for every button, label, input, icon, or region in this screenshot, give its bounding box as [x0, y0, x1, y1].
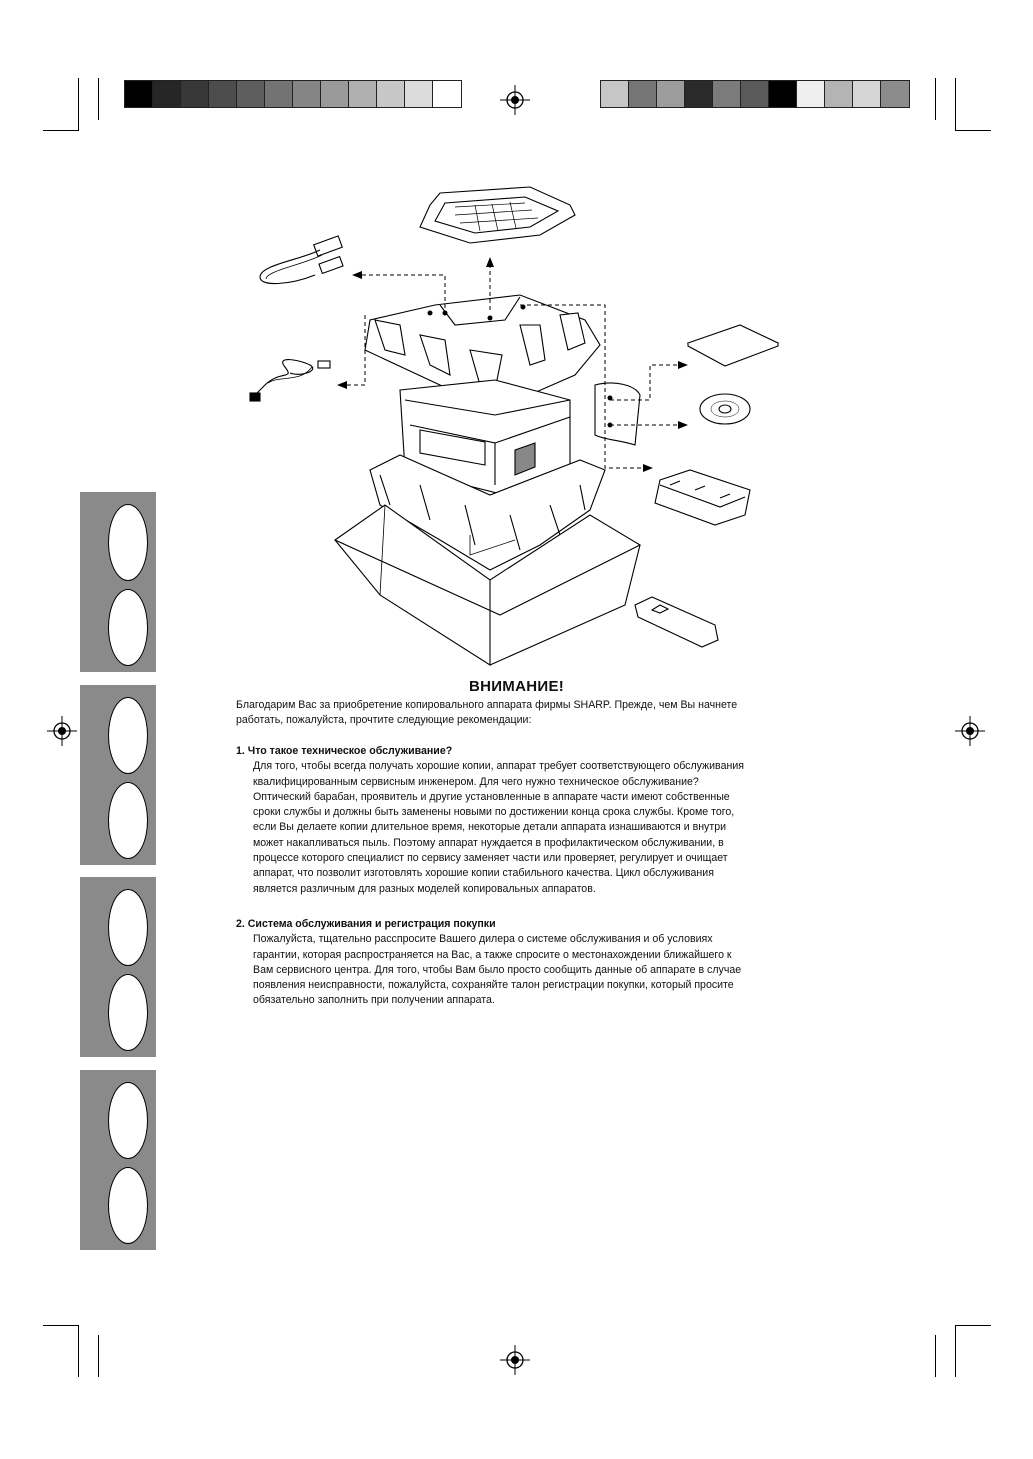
language-tab-1 — [80, 492, 156, 672]
operation-manual-icon — [688, 325, 778, 366]
intro-line: Благодарим Вас за приобретение копировального аппарата фирмы SHARP. Прежде, чем Вы начнете — [236, 699, 738, 711]
unpacking-illustration — [240, 185, 800, 680]
notice-intro — [236, 698, 737, 729]
section-heading: 2. Система обслуживания и регистрация покупки — [236, 918, 496, 930]
section-heading: 1. Что такое техническое обслуживание? — [236, 745, 453, 757]
language-tab-3 — [80, 877, 156, 1057]
interface-cable-icon — [260, 236, 343, 284]
power-cord-icon — [250, 360, 330, 401]
section-line: является различным для разных моделей копировальных аппаратов. — [253, 882, 596, 895]
color-swatch — [713, 81, 741, 107]
top-cover-tray-icon — [420, 187, 575, 243]
section-line: гарантии, которая распространяется на Вас, а также спросите о местонахождении ближайшего к — [253, 948, 732, 961]
color-swatch — [377, 81, 405, 107]
color-swatch — [601, 81, 629, 107]
registration-mark-left-icon — [47, 716, 77, 746]
section-line: Оптический барабан, проявитель и другие установленные в аппарате части имеют собственные — [253, 790, 730, 803]
section-line: Вам сервисного центра. Для того, чтобы Вам было просто сообщить данные об аппарате в случае — [253, 963, 742, 976]
registration-mark-top-icon — [500, 85, 530, 115]
cd-rom-icon — [700, 394, 750, 424]
color-swatch — [629, 81, 657, 107]
developer-unit-icon — [635, 597, 718, 647]
color-swatch — [825, 81, 853, 107]
color-swatch — [293, 81, 321, 107]
section-line: если Вы делаете копии длительное время, некоторые детали аппарата изнашиваются и внутри — [253, 821, 727, 834]
color-swatch — [769, 81, 797, 107]
color-swatch — [881, 81, 909, 107]
section-line: процессе которого специалист по сервису заменяет части или проверяет, регулирует и очищает — [253, 852, 728, 865]
intro-line: работать, пожалуйста, прочтите следующие рекомендации: — [236, 714, 532, 727]
section-registration — [236, 917, 741, 1009]
section-line: обязательно заполнить при получении аппарата. — [253, 994, 495, 1007]
section-line: сроки службы и должны быть заменены новыми по достижении конца срока службы. Кроме того, — [253, 806, 735, 819]
section-line: может накапливаться пыль. Поэтому аппарат нуждается в профилактическом обслуживании, в — [253, 836, 724, 849]
color-swatch — [125, 81, 153, 107]
color-swatch — [153, 81, 181, 107]
color-swatch — [405, 81, 433, 107]
color-swatch — [265, 81, 293, 107]
registration-mark-bottom-icon — [500, 1345, 530, 1375]
color-swatch — [741, 81, 769, 107]
color-swatch — [853, 81, 881, 107]
section-line: аппарат, что позволит изготовлять хорошие копии стабильного качества. Цикл обслуживания — [253, 867, 714, 880]
color-swatch — [797, 81, 825, 107]
color-swatch — [657, 81, 685, 107]
section-line: Пожалуйста, тщательно расспросите Вашего дилера о системе обслуживания и об условиях — [253, 933, 713, 946]
section-line: Для того, чтобы всегда получать хорошие копии, аппарат требует соответствующего обслуживания — [253, 760, 744, 773]
language-tab-2 — [80, 685, 156, 865]
color-swatch — [209, 81, 237, 107]
toner-cartridge-icon — [655, 470, 750, 525]
section-maintenance — [236, 744, 744, 897]
color-calibration-bar-right — [600, 80, 910, 108]
color-calibration-bar-left — [124, 80, 462, 108]
color-swatch — [433, 81, 461, 107]
color-swatch — [349, 81, 377, 107]
language-tab-4 — [80, 1070, 156, 1250]
color-swatch — [181, 81, 209, 107]
color-swatch — [321, 81, 349, 107]
color-swatch — [685, 81, 713, 107]
accessory-bag-icon — [595, 383, 640, 445]
color-swatch — [237, 81, 265, 107]
section-line: появления неисправности, пожалуйста, сохраняйте талон регистрации покупки, который просите — [253, 979, 734, 992]
section-line: квалифицированным сервисным инженером. Для чего нужно техническое обслуживание? — [253, 775, 699, 788]
registration-mark-right-icon — [955, 716, 985, 746]
notice-title: ВНИМАНИЕ! — [468, 678, 565, 695]
